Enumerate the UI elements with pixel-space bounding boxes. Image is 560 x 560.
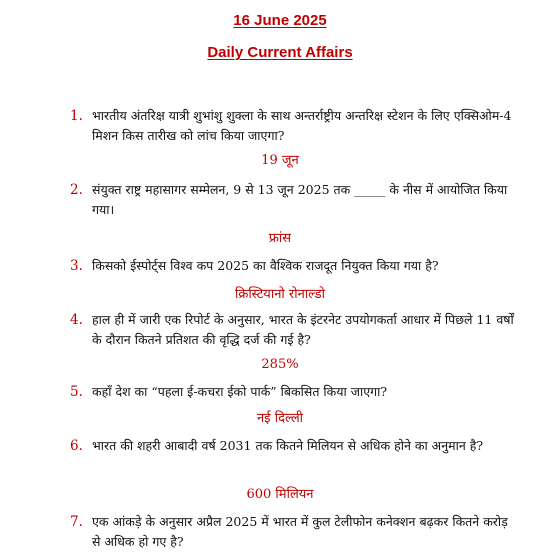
question-text: भारत की शहरी आबादी वर्ष 2031 तक कितने मिलियन से अधिक होने का अनुमान है? — [92, 438, 484, 453]
question-text: किसको ईस्पोर्ट्स विश्व कप 2025 का वैश्विक राजदूत नियुक्त किया गया है? — [92, 258, 439, 273]
answer-row-6 — [0, 486, 560, 504]
answer-3: क्रिस्टियानो रोनाल्डो — [234, 287, 326, 302]
question-1 — [70, 106, 520, 146]
answer-5: नई दिल्ली — [256, 411, 304, 426]
qa-item-4 — [0, 310, 560, 350]
answer-6: 600 मिलियन — [246, 487, 314, 502]
question-7 — [70, 512, 520, 552]
answer-row-5 — [0, 410, 560, 428]
question-5 — [70, 382, 520, 402]
question-number: 2. — [70, 182, 83, 198]
question-number: 3. — [70, 258, 83, 274]
answer-2: फ्रांस — [268, 231, 292, 246]
question-text: कहाँ देश का “पहला ई-कचरा ईको पार्क” बिकसित किया जाएगा? — [92, 384, 388, 399]
qa-item-1 — [0, 106, 560, 146]
question-4 — [70, 310, 520, 350]
qa-item-3 — [0, 256, 560, 276]
question-number: 4. — [70, 312, 83, 328]
question-number: 7. — [70, 514, 83, 530]
question-number: 5. — [70, 384, 83, 400]
document-title: Daily Current Affairs — [207, 44, 353, 61]
question-number: 1. — [70, 108, 83, 124]
question-text: हाल ही में जारी एक रिपोर्ट के अनुसार, भारत के इंटरनेट उपयोगकर्ता आधार में पिछले 11 वर्षों के दौरान कितने प्रतिशत की वृद्धि दर्ज की गई है? — [92, 312, 514, 347]
qa-item-2 — [0, 180, 560, 220]
answer-1: 19 जून — [261, 153, 299, 168]
qa-item-6 — [0, 436, 560, 456]
qa-item-7 — [0, 512, 560, 552]
question-text: संयुक्त राष्ट्र महासागर सम्मेलन, 9 से 13 जून 2025 तक _____ के नीस में आयोजित किया गया। — [92, 182, 508, 217]
question-number: 6. — [70, 438, 83, 454]
question-text: एक आंकड़े के अनुसार अप्रैल 2025 में भारत में कुल टेलीफोन कनेक्शन बढ़कर कितने करोड़ से अधिक हो गए है? — [92, 514, 508, 549]
question-text: भारतीय अंतरिक्ष यात्री शुभांशु शुक्ला के साथ अन्तर्राष्ट्रीय अन्तरिक्ष स्टेशन के लिए एक्सिओम-4 मिशन किस तारीख को लांच किया जाएगा? — [92, 108, 512, 143]
document-date: 16 June 2025 — [233, 12, 327, 29]
answer-row-1 — [0, 152, 560, 170]
answer-row-4 — [0, 356, 560, 374]
answer-row-2 — [0, 230, 560, 248]
question-6 — [70, 436, 520, 456]
question-2 — [70, 180, 520, 220]
question-3 — [70, 256, 520, 276]
answer-row-3 — [0, 286, 560, 304]
answer-4: 285% — [261, 357, 299, 372]
qa-item-5 — [0, 382, 560, 402]
